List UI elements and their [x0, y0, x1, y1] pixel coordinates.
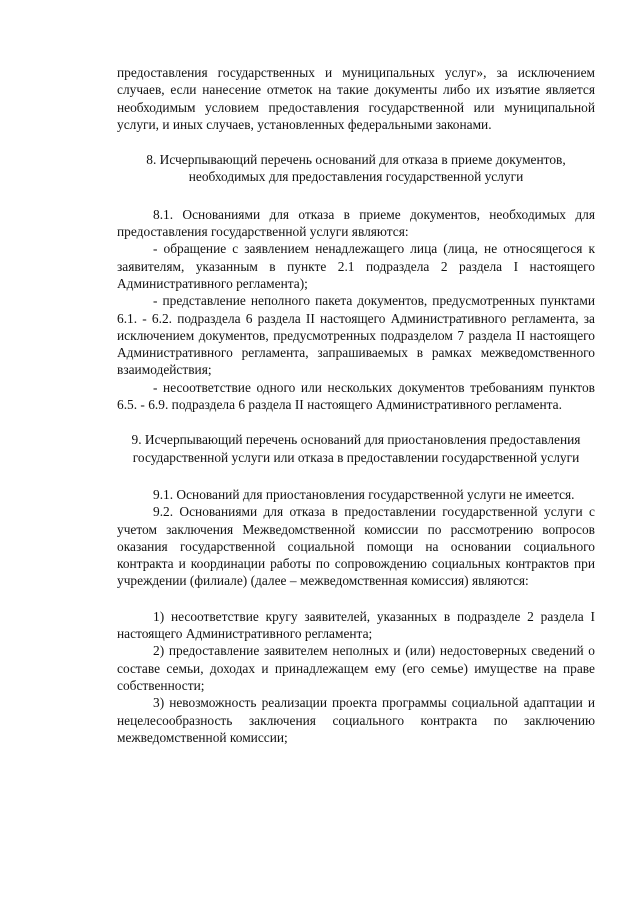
section-8-bullet-2: - представление неполного пакета документов, предусмотренных пунктами 6.1. - 6.2. подраздела 6 раздела II настоящего Административного регламента, за исключением документов, предусмотренных подразделом 7 раздела II настоящего Административного регламента, запрашиваемых в рамках межведомственного взаимодействия;: [117, 293, 595, 378]
section-8-1-paragraph: 8.1. Основаниями для отказа в приеме документов, необходимых для предоставления государственной услуги являются:: [117, 206, 595, 240]
section-9-item-2: 2) предоставление заявителем неполных и (или) недостоверных сведений о составе семьи, доходах и принадлежащем ему (его семье) имуществе на праве собственности;: [117, 643, 595, 693]
section-9-heading: 9. Исчерпывающий перечень оснований для приостановления предоставления государственной услуги или отказа в предоставлении государственной услуги: [131, 432, 581, 465]
spacer: [117, 413, 595, 431]
spacer: [117, 590, 595, 608]
spacer: [117, 133, 595, 151]
section-8-bullet-3: - несоответствие одного или нескольких документов требованиям пунктов 6.5. - 6.9. подраздела 6 раздела II настоящего Административного регламента.: [117, 379, 595, 413]
spacer: [117, 186, 595, 206]
section-9-2-paragraph: 9.2. Основаниями для отказа в предоставлении государственной услуги с учетом заключения Межведомственной комиссии по рассмотрению вопросов оказания государственной социальной помощи на основании социального контракта и координации работы по сопровождению социальных контрактов при учреждении (филиале) (далее – межведомственная комиссия) являются:: [117, 504, 595, 589]
section-8-heading: 8. Исчерпывающий перечень оснований для отказа в приеме документов, необходимых для предоставления государственной услуги: [146, 152, 566, 185]
section-9-item-1: 1) несоответствие кругу заявителей, указанных в подразделе 2 раздела I настоящего Административного регламента;: [117, 608, 595, 642]
document-page: [117, 64, 595, 746]
intro-paragraph: предоставления государственных и муниципальных услуг», за исключением случаев, если нанесение отметок на такие документы либо их изъятие является необходимым условием предоставления государственной или муниципальной услуги, и иных случаев, установленных федеральными законами.: [117, 65, 595, 132]
section-8-bullet-1: - обращение с заявлением ненадлежащего лица (лица, не относящегося к заявителям, указанным в пункте 2.1 подраздела 2 раздела I настоящего Административного регламента);: [117, 241, 595, 291]
section-9-item-3: 3) невозможность реализации проекта программы социальной адаптации и нецелесообразность заключения социального контракта по заключению межведомственной комиссии;: [117, 695, 595, 745]
section-9-1-paragraph: 9.1. Оснований для приостановления государственной услуги не имеется.: [153, 486, 575, 502]
spacer: [117, 466, 595, 486]
